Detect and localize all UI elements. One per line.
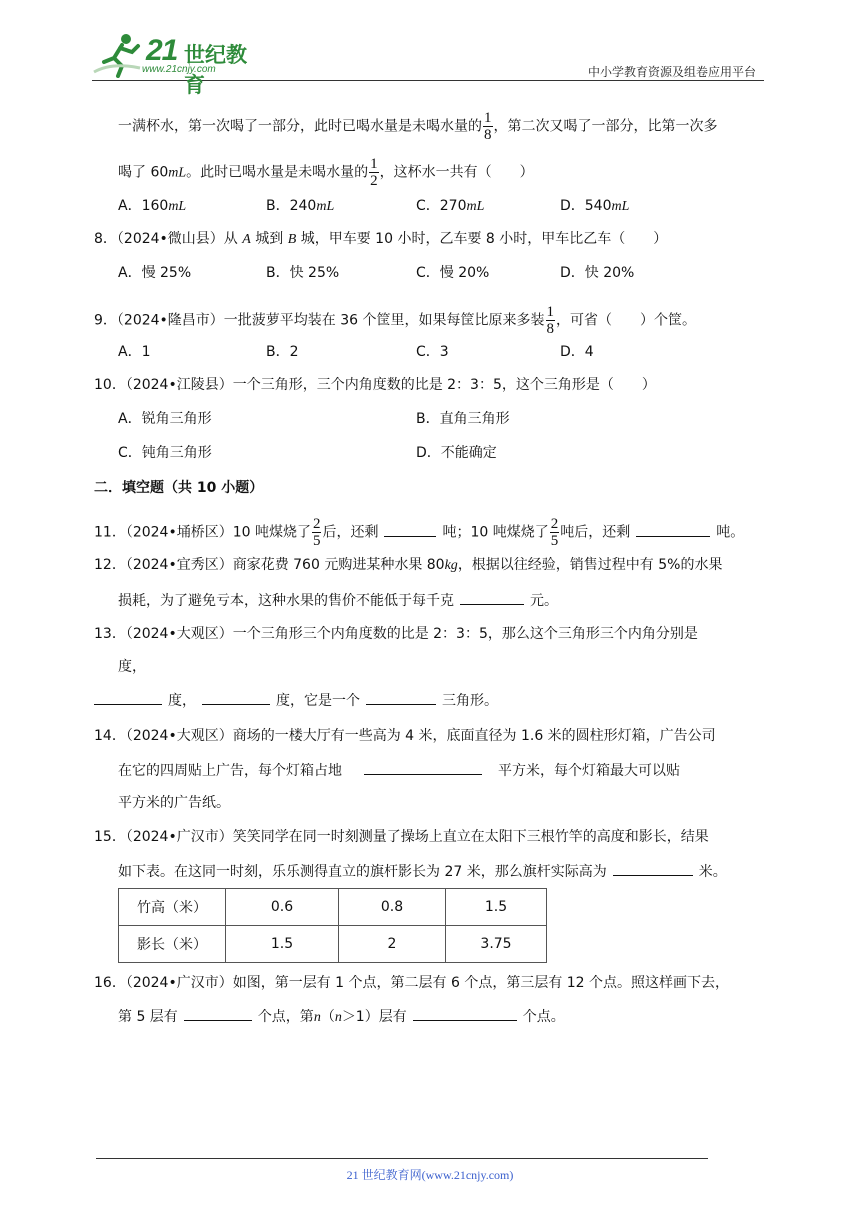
q9-fraction [546, 304, 556, 337]
q7-line2 [118, 156, 534, 189]
q11-fraction-1 [312, 516, 322, 549]
q7-option-d-label: D．540 [560, 198, 612, 214]
page-header [92, 30, 764, 97]
q7-text-b: ，第二次又喝了一部分，比第一次多 [493, 118, 718, 135]
q13-text-a: 度， [168, 693, 196, 709]
q16-text-b: 个点，第 [257, 1009, 314, 1025]
q11-text-e: 吨。 [716, 524, 745, 541]
q7-option-a[interactable] [118, 196, 186, 217]
q11-frac1-den: 5 [312, 533, 321, 549]
q9-option-b[interactable]: B．2 [266, 344, 299, 360]
site-logo [92, 30, 262, 97]
q12-text-a: 12．（2024•宜秀区）商家花费 760 元购进某种水果 80 [94, 557, 445, 573]
q9-question [94, 304, 696, 337]
q8-text-c: 城，甲车要 10 小时，乙车要 8 小时，甲车比乙车（ ） [296, 231, 668, 247]
q11-frac2-num: 2 [550, 516, 559, 532]
q7-option-c-unit: mL [466, 199, 485, 214]
q11-text-c: 吨；10 吨煤烧了 [442, 524, 549, 541]
q7-frac2-den: 2 [370, 173, 378, 189]
q9-option-a[interactable]: A．1 [118, 344, 151, 360]
table-cell: 竹高（米） [119, 889, 226, 926]
q11-blank-1[interactable] [384, 522, 436, 537]
q13-line2: 度， [118, 659, 146, 675]
q7-fraction-2 [369, 156, 379, 189]
q7-option-b[interactable] [266, 196, 334, 217]
q10-question: 10．（2024•江陵县）一个三角形，三个内角度数的比是 2：3：5，这个三角形是（ ） [94, 377, 656, 393]
q13-blank-3[interactable] [366, 690, 436, 705]
q14-text-b: 平方米，每个灯箱最大可以贴 [498, 763, 680, 779]
q7-frac2-num: 1 [370, 156, 378, 172]
q7-text-a: 一满杯水，第一次喝了一部分，此时已喝水量是未喝水量的 [118, 118, 482, 135]
q11-blank-2[interactable] [636, 522, 710, 537]
q12-blank[interactable] [460, 590, 524, 605]
q15-blank[interactable] [613, 861, 693, 876]
q9-text-a: 9．（2024•隆昌市）一批菠萝平均装在 36 个筐里，如果每筐比原来多装 [94, 312, 545, 329]
q16-var-n: n [313, 1010, 321, 1025]
q16-line1: 16．（2024•广汉市）如图，第一层有 1 个点，第二层有 6 个点，第三层有 12 个点。照这样画下去， [94, 975, 730, 991]
q7-frac1-den: 8 [484, 127, 492, 143]
q7-option-c-label: C．270 [416, 198, 467, 214]
table-cell: 2 [339, 926, 446, 963]
q15-line1: 15．（2024•广汉市）笑笑同学在同一时刻测量了操场上直立在太阳下三根竹竿的高度和影长，结果 [94, 829, 709, 845]
q13-text-b: 度，它是一个 [276, 693, 360, 709]
q10-option-d[interactable]: D．不能确定 [416, 445, 497, 461]
logo-url: www.21cnjy.com [142, 64, 216, 75]
q9-text-b: ，可省（ ）个筐。 [556, 312, 697, 329]
q16-text-a: 第 5 层有 [118, 1009, 178, 1025]
q16-text-e: 个点。 [522, 1009, 565, 1025]
q7-frac1-num: 1 [484, 110, 492, 126]
q10-option-b[interactable]: B．直角三角形 [416, 411, 510, 427]
q16-var-n-2: n [334, 1010, 342, 1025]
table-row [119, 889, 547, 926]
q10-option-a[interactable]: A．锐角三角形 [118, 411, 212, 427]
q11-text-b: 后，还剩 [322, 524, 379, 541]
q7-unit: mL [168, 165, 187, 181]
q13-blank-1[interactable] [94, 690, 162, 705]
q7-text-d: 。此时已喝水量是未喝水量的 [186, 164, 369, 181]
header-platform-text: 中小学教育资源及组卷应用平台 [587, 65, 756, 79]
q16-text-d: ＞1）层有 [341, 1009, 407, 1025]
q8-text-b: 城到 [250, 231, 288, 247]
q14-line1: 14．（2024•大观区）商场的一楼大厅有一些高为 4 米，底面直径为 1.6 米的圆柱形灯箱，广告公司 [94, 728, 716, 744]
table-cell: 1.5 [446, 889, 547, 926]
q7-line1 [118, 110, 718, 143]
table-cell: 0.8 [339, 889, 446, 926]
q7-option-b-unit: mL [316, 199, 335, 214]
q12-line1 [94, 555, 722, 576]
q16-blank-1[interactable] [184, 1006, 252, 1021]
q14-line3: 平方米的广告纸。 [118, 795, 230, 811]
q11-frac2-den: 5 [550, 533, 559, 549]
q11-frac1-num: 2 [312, 516, 321, 532]
q15-text-b: 米。 [698, 864, 727, 880]
q7-fraction-1 [483, 110, 493, 143]
q15-line2 [118, 861, 727, 882]
q11-text-d: 吨后，还剩 [560, 524, 631, 541]
q7-option-b-label: B．240 [266, 198, 317, 214]
q13-text-c: 三角形。 [442, 693, 498, 709]
table-cell: 1.5 [226, 926, 339, 963]
q11-question [94, 516, 744, 549]
footer-divider [96, 1158, 708, 1159]
q7-text-c: 喝了 60 [118, 164, 169, 181]
q8-city-b: B [287, 232, 297, 247]
q14-blank-1[interactable] [364, 760, 482, 775]
q12-text-c: 损耗，为了避免亏本，这种水果的售价不能低于每千克 [118, 593, 454, 609]
q7-option-c[interactable] [416, 196, 484, 217]
q9-option-d[interactable]: D．4 [560, 344, 594, 360]
q9-frac-num: 1 [546, 304, 555, 320]
q8-option-c[interactable]: C．慢 20% [416, 265, 490, 281]
q9-option-c[interactable]: C．3 [416, 344, 449, 360]
q8-city-a: A [242, 232, 251, 247]
q10-option-c[interactable]: C．钝角三角形 [118, 445, 212, 461]
q12-text-d: 元。 [530, 593, 558, 609]
logo-number: 21 [146, 34, 178, 67]
bamboo-shadow-table [118, 888, 547, 963]
q13-line1: 13．（2024•大观区）一个三角形三个内角度数的比是 2：3：5，那么这个三角形三个内角分别是 [94, 626, 698, 642]
section-heading-fill-in: 二．填空题（共 10 小题） [94, 480, 264, 496]
q7-text-e: ，这杯水一共有（ ） [379, 164, 534, 181]
q8-text-a: 8．（2024•微山县）从 [94, 231, 243, 247]
q9-frac-den: 8 [546, 321, 555, 337]
table-cell: 3.75 [446, 926, 547, 963]
q12-line2 [118, 590, 558, 611]
q7-option-d-unit: mL [611, 199, 630, 214]
page-footer[interactable]: 21 世纪教育网(www.21cnjy.com) [346, 1168, 514, 1182]
q11-text-a: 11．（2024•埇桥区）10 吨煤烧了 [94, 524, 311, 541]
table-cell: 影长（米） [119, 926, 226, 963]
q16-text-c: （ [320, 1009, 335, 1025]
runner-logo-icon [92, 32, 146, 78]
q14-text-a: 在它的四周贴上广告，每个灯箱占地 [118, 763, 342, 779]
q8-option-a[interactable]: A．慢 25% [118, 265, 192, 281]
q13-blank-2[interactable] [202, 690, 270, 705]
table-row [119, 926, 547, 963]
q13-line3 [94, 690, 498, 711]
q8-question [94, 229, 667, 250]
q16-blank-2[interactable] [413, 1006, 517, 1021]
q11-fraction-2 [550, 516, 560, 549]
q7-option-d[interactable] [560, 196, 629, 217]
q12-text-b: ，根据以往经验，销售过程中有 5%的水果 [457, 557, 723, 573]
q8-option-d[interactable]: D．快 20% [560, 265, 635, 281]
q14-line2 [118, 760, 680, 781]
table-cell: 0.6 [226, 889, 339, 926]
q8-option-b[interactable]: B．快 25% [266, 265, 340, 281]
q15-text-a: 如下表。在这同一时刻，乐乐测得直立的旗杆影长为 27 米，那么旗杆实际高为 [118, 864, 607, 880]
q16-line2 [118, 1006, 565, 1028]
q7-option-a-label: A．160 [118, 198, 169, 214]
q7-option-a-unit: mL [168, 199, 187, 214]
logo-text: 世纪教育 [184, 43, 247, 97]
q12-unit-kg: kg [444, 558, 458, 573]
